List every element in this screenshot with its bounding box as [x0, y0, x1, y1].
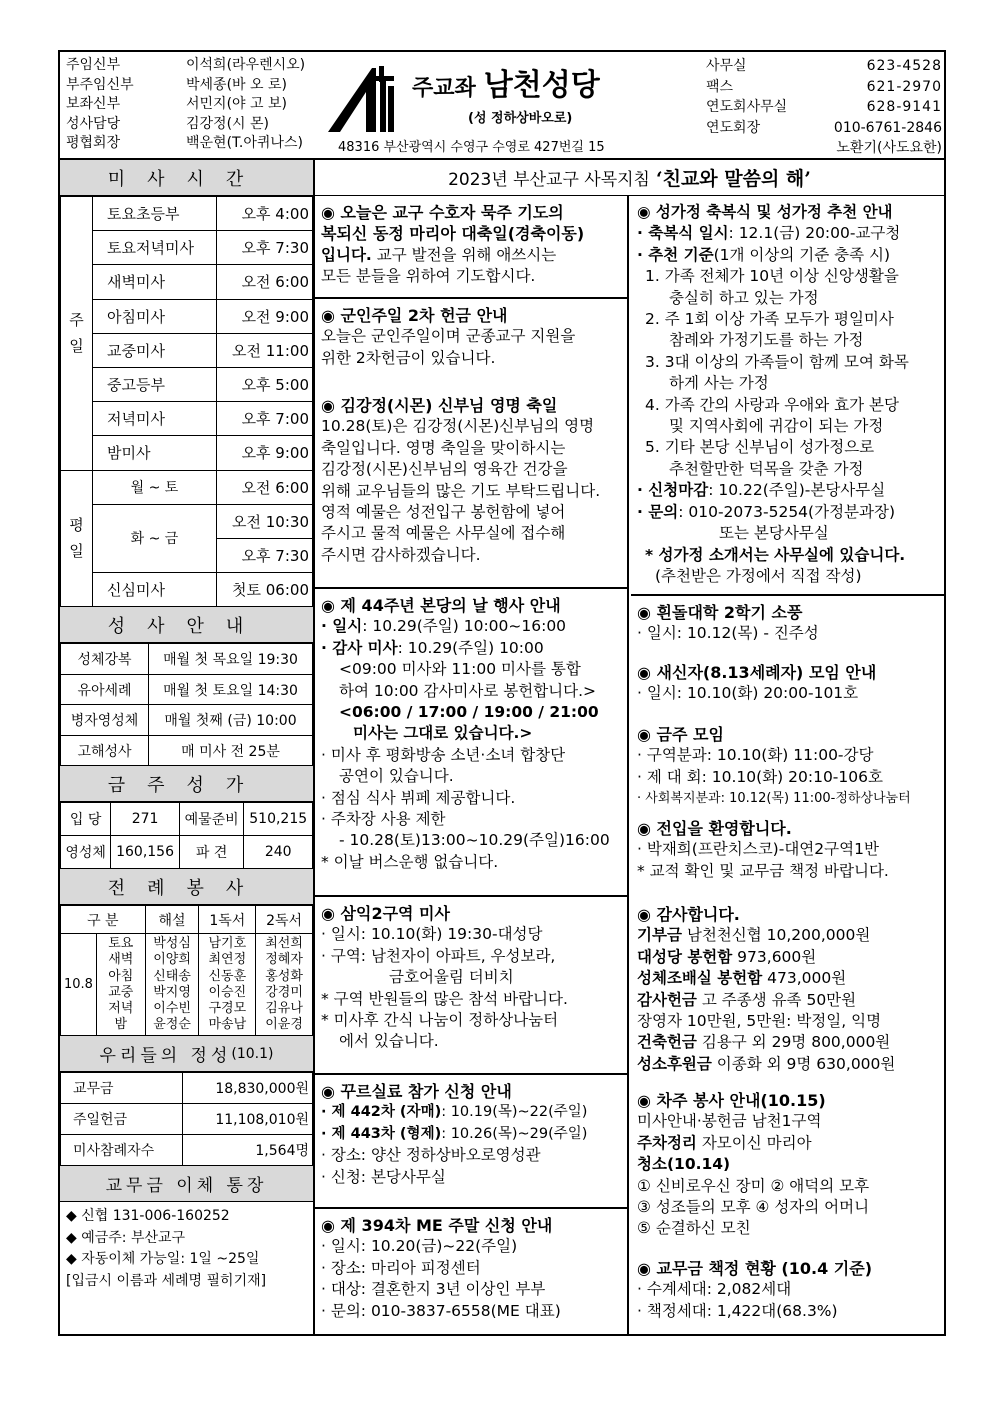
- clergy-row: 평협회장 백운현(T.아퀴나스): [66, 135, 303, 151]
- pastoral-motto-banner: 2023년 부산교구 사목지침 ‘친교와 말씀의 해’: [315, 160, 944, 196]
- news-column-2: [631, 196, 945, 1336]
- bulletin-header: [60, 52, 944, 160]
- sunday-label: 주 일: [61, 197, 93, 471]
- weekday-label: 평 일: [61, 470, 93, 607]
- notice-college-outing: ◉ 흰돌대학 2학기 소풍 · 일시: 10.12(목) - 진주성: [637, 603, 819, 643]
- clergy-list: [66, 56, 326, 154]
- contact-list: [706, 56, 942, 159]
- notice-military-sunday: ◉ 군인주일 2차 헌금 안내 오늘은 군인주일이며 군종교구 지원을 위한 2차헌금이 있습니다.: [321, 306, 576, 367]
- contact-row: 사무실 623-4528: [706, 58, 942, 74]
- left-column: [60, 160, 315, 1336]
- clergy-row: 주임신부 이석희(라우렌시오): [66, 57, 306, 73]
- parish-logo-icon: [322, 62, 402, 134]
- notice-holy-family: ◉ 성가정 축복식 및 성가정 추천 안내 · 축복식 일시: 12.1(금) 20:00-교구청 · 추천 기준(1개 이상의 기준 충족 시) 1. 가족 전체가 10년 이상 신앙생활을 충실히 하고 있는 가정 2. 주 1회 이상 가족 모두가 평일미사 참례와 가정기도를 하는 가정 3. 3대 이상의 가족들이 함께 모여 화목 하게 사는 가정 4. 가족 간의 사랑과 우애와 효가 본당 및 지역사회에 귀감이 되는 가정 5. 기타 본당 신부님이 성가정으로 추천할만한 덕목을 갖춘 가정 · 신청마감: 10.22(주일)-본당사무실 · 문의: 010-2073-5254(가정분과장) 또는 본당사무실 * 성가정 소개서는 사무실에 있습니다. (추천받은 가정에서 직접 작성): [631, 196, 945, 596]
- parish-title: 주교좌 남천성당: [412, 68, 600, 103]
- parish-address: 48316 부산광역시 수영구 수영로 427번길 15: [338, 140, 605, 155]
- contact-row: 연도회사무실 628-9141: [706, 99, 942, 115]
- sacraments-table: 성체강복 매월 첫 목요일 19:30 유아세례 매월 첫 토요일 14:30 병자영성체 매월 첫째 (금) 10:00 고해성사 매 미사 전 25분: [60, 643, 313, 766]
- clergy-row: 보좌신부 서민지(야 고 보): [66, 96, 287, 112]
- hymns-table: 입 당 271 예물준비 510,215 영성체 160,156 파 견 240: [60, 802, 313, 869]
- account-heading: 교무금 이체 통장: [60, 1166, 313, 1202]
- notice-next-week-service: ◉ 차주 봉사 안내(10.15) 미사안내·봉헌금 남천1구역 주차정리 자모이신 마리아 청소(10.14) ① 신비로우신 장미 ② 애덕의 모후 ③ 성조들의 모후 ④ 성자의 어머니 ⑤ 순결하신 모친: [637, 1091, 870, 1238]
- liturgy-service-table: 구 분 해설 1독서 2독서 10.8 토요 새벽 아침 교중 저녁 밤 박성심 이양희 신태송 박지영 이수빈 윤정순 남기호 최연정 신동훈 이승진 구경모 마송남 최선희 정혜자 홍성화 강경미 김유나 이윤경: [60, 905, 313, 1036]
- offerings-table: 교무금 18,830,000원 주일헌금 11,108,010원 미사참례자수 1,564명: [60, 1072, 313, 1166]
- sacraments-heading: 성사안내: [60, 607, 313, 643]
- clergy-row: 성사담당 김강정(시 몬): [66, 115, 269, 132]
- contact-name: 노환기(사도요한): [836, 140, 942, 156]
- notice-newcomer-meeting: ◉ 새신자(8.13세례자) 모임 안내 · 일시: 10.10(화) 20:00-101호: [637, 663, 877, 703]
- hymns-heading: 금주성가: [60, 766, 313, 802]
- liturgy-service-heading: 전례봉사: [60, 869, 313, 905]
- notice-thanks: ◉ 감사합니다. 기부금 남천천신협 10,200,000원 대성당 봉헌함 973,600원 성체조배실 봉헌함 473,000원 감사헌금 고 주종생 유족 50만원 장영자 10만원, 5만원: 박정일, 익명 건축헌금 김용구 외 29명 800,000원 성소후원금 이종화 외 9명 630,000원: [637, 905, 896, 1073]
- mass-times-table: 주 일 토요초등부 오후 4:00 토요저녁미사 오후 7:30 새벽미사 오전 6:00 아침미사 오전 9:00 교중미사 오전 11:00 중고등부 오후 5:00 저녁미사 오후 7:00 밤미사 오후 9:00 평 일 월 ~ 토 오전 6:00 화 ~ 금 오전 10:30 오후 7:30 신심미사 첫토 06:00: [60, 196, 313, 607]
- notice-dues-status: ◉ 교무금 책정 현황 (10.4 기준) · 수계세대: 2,082세대 · 책정세대: 1,422대(68.3%): [637, 1259, 873, 1320]
- notice-feast-day: ◉ 김강정(시몬) 신부님 영명 축일 10.28(토)은 김강정(시몬)신부님의 영명 축일입니다. 영명 축일을 맞이하시는 김강정(시몬)신부님의 영육간 건강을 위해 교우님들의 많은 기도 부탁드립니다. 영적 예물은 성전입구 봉헌함에 넣어 주시고 물적 예물은 사무실에 접수해 주시면 감사하겠습니다.: [315, 389, 627, 589]
- mass-times-heading: 미사시간: [60, 160, 313, 196]
- notice-feast: ◉ 오늘은 교구 수호자 묵주 기도의 복되신 동정 마리아 대축일(경축이동) 입니다. 교구 발전을 위해 애쓰시는 모든 분들을 위하여 기도합시다.: [315, 196, 627, 299]
- notice-cursillo: ◉ 꾸르실료 참가 신청 안내 · 제 442차 (자매): 10.19(목)~22(주일) · 제 443차 (형제): 10.26(목)~29(주일) · 장소: 양산 정하상바오로영성관 · 신청: 본당사무실: [315, 1075, 627, 1209]
- news-area: [315, 160, 944, 1336]
- contact-row: 팩스 621-2970: [706, 78, 942, 95]
- notice-me-weekend: ◉ 제 394차 ME 주말 신청 안내 · 일시: 10.20(금)~22(주일) · 장소: 마리아 피정센터 · 대상: 결혼한지 3년 이상인 부부 · 문의: 010-3837-6558(ME 대표): [321, 1216, 561, 1320]
- news-column-1: [315, 196, 629, 1336]
- notice-parish-day: ◉ 제 44주년 본당의 날 행사 안내 · 일시: 10.29(주일) 10:00~16:00 · 감사 미사: 10.29(주일) 10:00 <09:00 미사와 11:00 미사를 통합 하여 10:00 감사미사로 봉헌합니다.> <06:00 / 17:00 / 19:00 / 21:00 미사는 그대로 있습니다.> · 미사 후 평화방송 소년·소녀 합창단 공연이 있습니다. · 점심 식사 뷔페 제공합니다. · 주차장 사용 제한 - 10.28(토)13:00~10.29(주일)16:00 * 이날 버스운행 없습니다.: [315, 589, 627, 897]
- clergy-row: 부주임신부 박세종(바 오 로): [66, 76, 287, 93]
- account-info: ◆ 신협 131-006-160252 ◆ 예금주: 부산교구 ◆ 자동이체 가능일: 1일 ~25일 [입금시 이름과 세례명 필히기재]: [66, 1208, 267, 1289]
- notice-weekly-meetings: ◉ 금주 모임 · 구역분과: 10.10(화) 11:00-강당 · 제 대 회: 10.10(화) 20:10-106호 · 사회복지분과: 10.12(목) 11:00-정하상나눔터: [637, 725, 911, 807]
- notice-district-mass: ◉ 삼익2구역 미사 · 일시: 10.10(화) 19:30-대성당 · 구역: 남천자이 아파트, 우성보라, 금호어울림 더비치 * 구역 반원들의 많은 참석 바랍니다. * 미사후 간식 나눔이 정하상나눔터 에서 있습니다.: [315, 897, 627, 1075]
- bulletin-page: [58, 50, 946, 1336]
- contact-row: 연도회장 010-6761-2846: [706, 119, 942, 136]
- offerings-heading: 우리들의 정성 (10.1): [60, 1036, 313, 1072]
- notice-welcome: ◉ 전입을 환영합니다. · 박재희(프란치스코)-대연2구역1반 * 교적 확인 및 교무금 책정 바랍니다.: [637, 819, 889, 880]
- parish-subtitle: (성 정하상바오로): [468, 111, 573, 126]
